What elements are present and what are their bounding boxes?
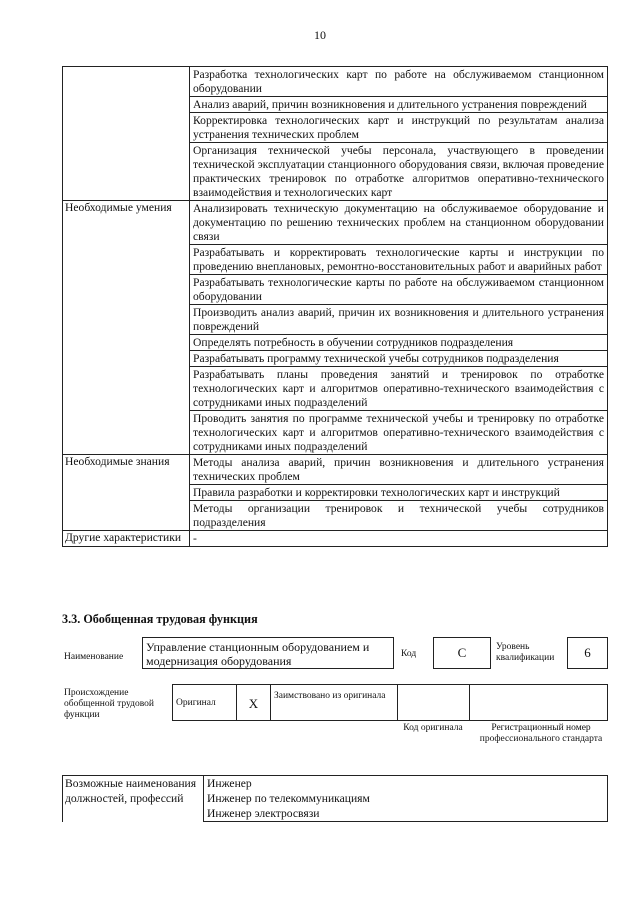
requirements-table [62,66,608,547]
origin-label: Происхождение обобщенной трудовой функции [64,688,154,720]
function-name-value: Управление станционным оборудованием и модернизация оборудования [146,640,370,668]
table-cell: Методы анализа аварий, причин возникновения и длительного устранения технических проблем [190,455,608,485]
empty-label-cell [63,67,190,201]
original-mark: X [248,696,259,711]
table-cell: Анализировать техническую документацию на обслуживаемое оборудование и документацию по решению технических проблем на станционном оборудовании связи [190,201,608,245]
table-cell: Методы организации тренировок и технической учебы сотрудников подразделения [190,501,608,531]
positions-label: Возможные наименования должностей, профессий [63,776,204,822]
table-cell: Инженер электросвязи [204,806,608,822]
positions-table [62,775,608,822]
table-cell: Разрабатывать технологические карты по работе на обслуживаемом станционном оборудовании [190,275,608,305]
name-label: Наименование [64,652,124,662]
section-title: 3.3. Обобщенная трудовая функция [62,612,258,626]
code-box [433,637,491,669]
level-box [567,637,608,669]
code-value: C [457,645,467,660]
table-row [63,67,608,97]
table-row [63,455,608,485]
table-row [63,201,608,245]
table-cell: Производить анализ аварий, причин их возникновения и длительного устранения повреждений [190,305,608,335]
code-label: Код [401,649,417,659]
registration-number-caption: Регистрационный номер профессионального стандарта [479,723,603,744]
knowledge-label: Необходимые знания [63,455,190,531]
table-cell: Проводить занятия по программе технической учебы и тренировку по отработке технологических карт и алгоритмов оперативно-технического взаимодействия с сотрудниками иных подразделений [190,411,608,455]
page-number: 10 [314,28,326,42]
divider [270,684,271,721]
divider [469,684,470,721]
table-row [63,531,608,547]
table-cell: Разрабатывать планы проведения занятий и тренировок по отработке технологических карт и алгоритмов оперативно-технического взаимодействия с сотрудниками иных подразделений [190,367,608,411]
table-cell: Анализ аварий, причин возникновения и длительного устранения повреждений [190,97,608,113]
original-label: Оригинал [176,698,216,708]
table-cell: Разработка технологических карт по работе на обслуживаемом станционном оборудовании [190,67,608,97]
code-original-caption: Код оригинала [403,723,463,733]
table-cell: Правила разработки и корректировки технологических карт и инструкций [190,485,608,501]
table-cell: Разрабатывать программу технической учебы сотрудников подразделения [190,351,608,367]
level-value: 6 [584,645,591,660]
table-row [63,776,608,792]
table-cell: Инженер [204,776,608,792]
function-name-box [142,637,394,669]
table-cell: Разрабатывать и корректировать технологические карты и инструкции по проведению внеплановых, ремонтно-восстановительных работ и аварийных работ [190,245,608,275]
divider [397,684,398,721]
borrowed-label: Заимствовано из оригинала [274,691,386,701]
table-cell: Организация технической учебы персонала, участвующего в проведении технической эксплуатации станционного оборудования связи, включая проведение практических тренировок по отработке алгоритмов оперативно-технического взаимодействия и технологических карт [190,143,608,201]
other-label: Другие характеристики [63,531,190,547]
table-cell: Корректировка технологических карт и инструкций по результатам анализа устранения технических проблем [190,113,608,143]
table-cell: - [190,531,608,547]
table-cell: Инженер по телекоммуникациям [204,791,608,806]
level-label: Уровень квалификации [496,642,555,663]
skills-label: Необходимые умения [63,201,190,455]
table-cell: Определять потребность в обучении сотрудников подразделения [190,335,608,351]
